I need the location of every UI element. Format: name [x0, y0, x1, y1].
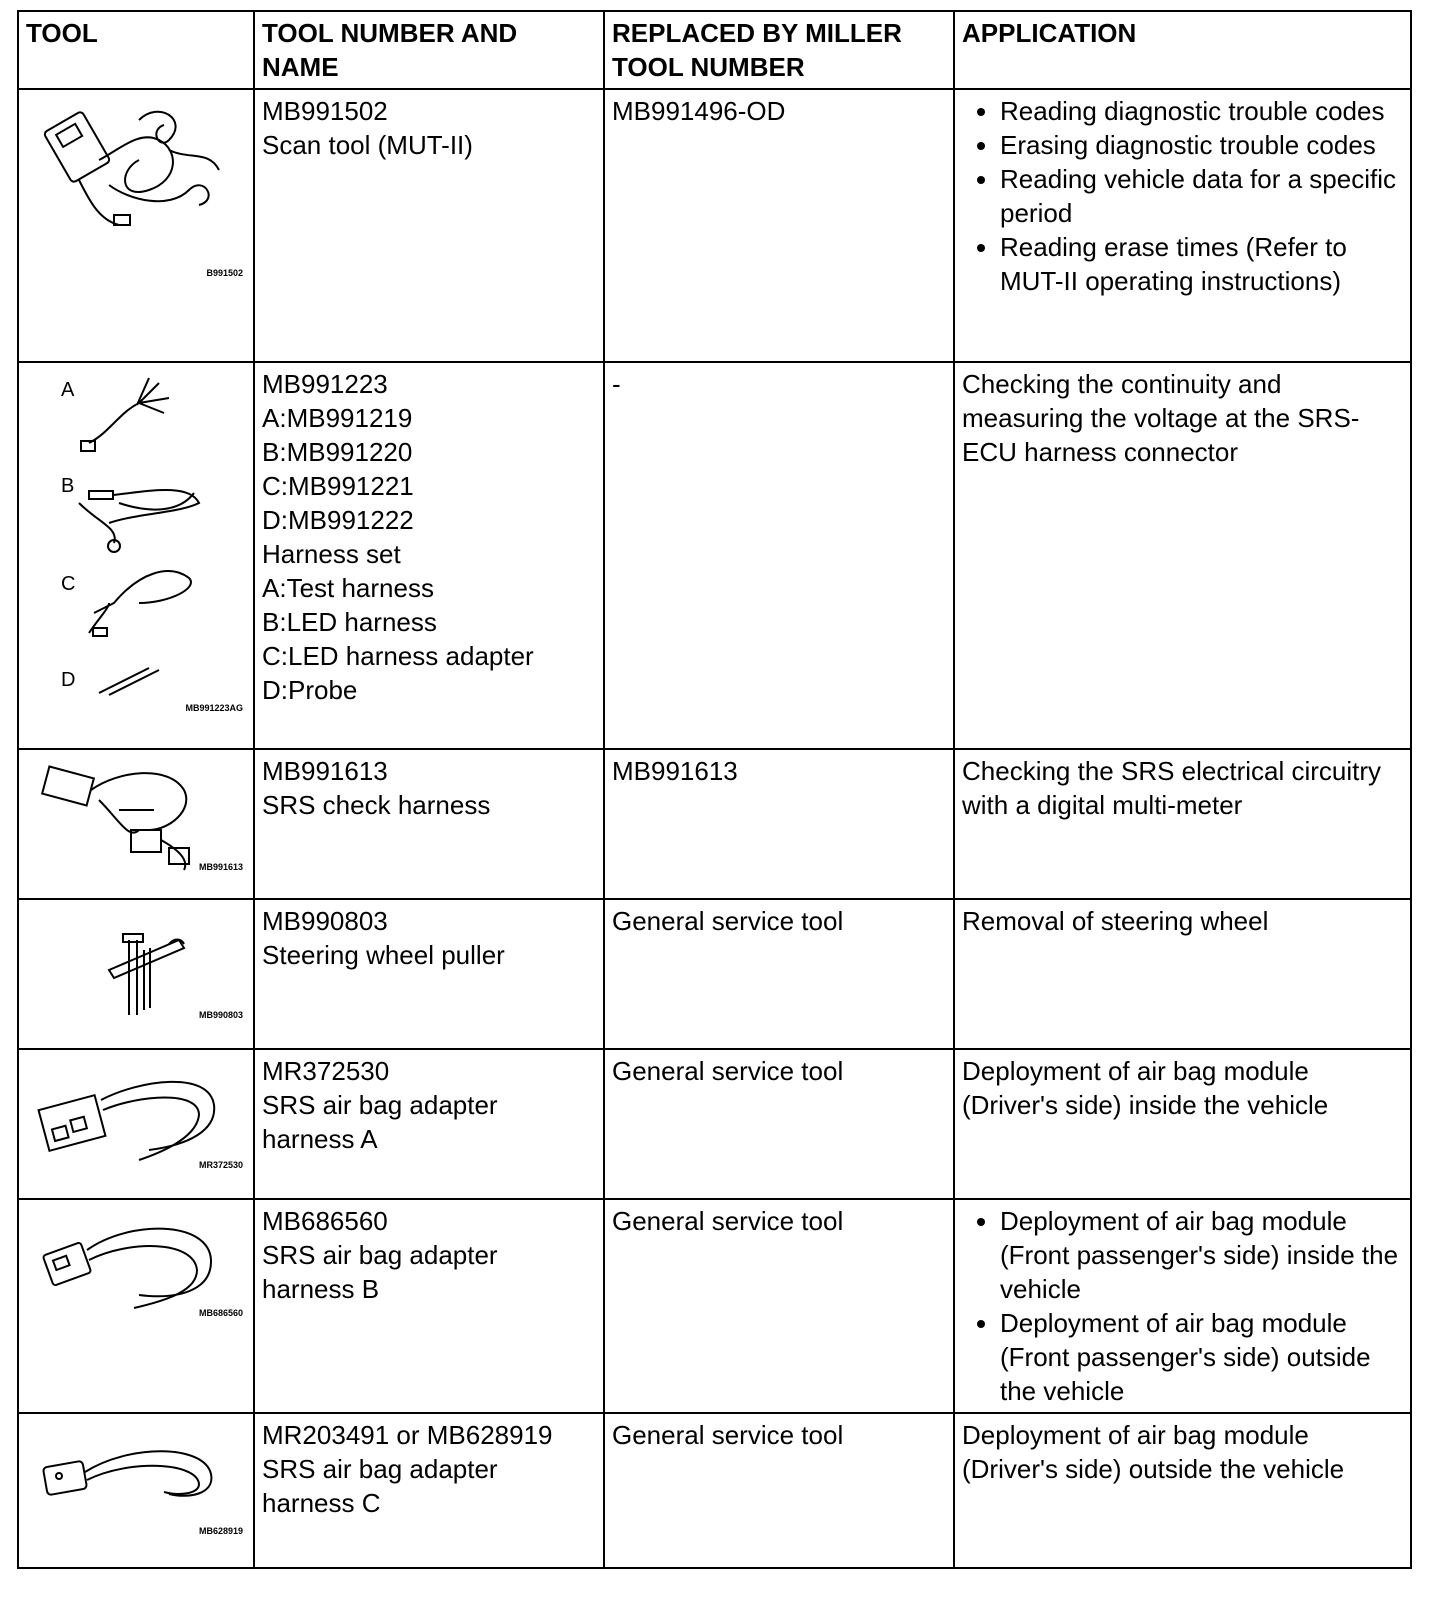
- list-item: • Deployment of air bag module (Front passenger's side) inside the vehicle: [1000, 1204, 1403, 1306]
- tool-number: MR372530: [262, 1056, 390, 1086]
- tool-name: SRS air bag adapter: [262, 1454, 498, 1484]
- header-tool: TOOL: [18, 11, 254, 89]
- adapter-harness-a-illustration: [19, 1050, 255, 1200]
- adapter-harness-b-illustration: [19, 1200, 255, 1405]
- header-row: [18, 11, 1411, 89]
- application-cell: [954, 89, 1411, 362]
- tool-part-name: D:Probe: [262, 675, 358, 705]
- application-cell: Deployment of air bag module (Driver's side) inside the vehicle: [954, 1049, 1411, 1199]
- miller-number-cell: General service tool: [604, 1413, 954, 1568]
- list-item: • Deployment of air bag module (Front passenger's side) outside the vehicle: [1000, 1306, 1403, 1408]
- miller-number-cell: MB991613: [604, 749, 954, 899]
- application-list: [962, 94, 1403, 298]
- miller-number-cell: General service tool: [604, 1199, 954, 1413]
- application-cell: Checking the continuity and measuring the voltage at the SRS-ECU harness connector: [954, 362, 1411, 749]
- tool-image-cell: [18, 1413, 254, 1568]
- tool-part: D:MB991222: [262, 505, 414, 535]
- miller-number-cell: MB991496-OD: [604, 89, 954, 362]
- tool-name-cell: [254, 899, 604, 1049]
- tool-number: MB991223: [262, 369, 388, 399]
- tool-part-name: C:LED harness adapter: [262, 641, 534, 671]
- tool-image-cell: [18, 362, 254, 749]
- application-cell: Deployment of air bag module (Driver's side) outside the vehicle: [954, 1413, 1411, 1568]
- list-item: • Erasing diagnostic trouble codes: [1000, 128, 1403, 162]
- tool-part-name: A:Test harness: [262, 573, 434, 603]
- table-row: [18, 899, 1411, 1049]
- tool-name: Harness set: [262, 539, 401, 569]
- tool-name: harness B: [262, 1274, 380, 1304]
- application-cell: Removal of steering wheel: [954, 899, 1411, 1049]
- list-item: • Reading erase times (Refer to MUT-II operating instructions): [1000, 230, 1403, 298]
- image-label-d: D: [61, 669, 76, 691]
- miller-number-cell: -: [604, 362, 954, 749]
- miller-number-cell: General service tool: [604, 899, 954, 1049]
- tool-name-cell: [254, 1199, 604, 1413]
- image-code: MB686560: [198, 1308, 243, 1318]
- image-code: MB990803: [198, 1010, 243, 1020]
- tool-name-cell: [254, 362, 604, 749]
- header-miller-number: REPLACED BY MILLER TOOL NUMBER: [604, 11, 954, 89]
- adapter-harness-c-illustration: [19, 1414, 255, 1569]
- tool-name: harness C: [262, 1488, 381, 1518]
- miller-number-cell: General service tool: [604, 1049, 954, 1199]
- tool-part-name: B:LED harness: [262, 607, 437, 637]
- application-cell: [954, 1199, 1411, 1413]
- special-tools-table: [17, 10, 1412, 1569]
- application-cell: Checking the SRS electrical circuitry with a digital multi-meter: [954, 749, 1411, 899]
- tool-number: MR203491 or MB628919: [262, 1420, 553, 1450]
- tool-name: SRS air bag adapter: [262, 1090, 498, 1120]
- list-item: • Reading diagnostic trouble codes: [1000, 94, 1403, 128]
- tool-name-cell: [254, 89, 604, 362]
- table-row: [18, 89, 1411, 362]
- image-code: MB991223AG: [185, 703, 243, 713]
- steering-wheel-puller-illustration: [19, 900, 255, 1050]
- tool-name-cell: [254, 749, 604, 899]
- tool-image-cell: [18, 89, 254, 362]
- image-label-a: A: [61, 379, 75, 401]
- srs-check-harness-illustration: [19, 750, 255, 900]
- table-row: [18, 1199, 1411, 1413]
- table-row: [18, 1413, 1411, 1568]
- table-row: [18, 749, 1411, 899]
- tool-image-cell: [18, 1199, 254, 1413]
- tool-number: MB991502: [262, 96, 388, 126]
- tool-image-cell: [18, 899, 254, 1049]
- tool-image-cell: [18, 1049, 254, 1199]
- tool-number: MB991613: [262, 756, 388, 786]
- scan-tool-illustration: [19, 90, 255, 363]
- header-tool-number-name: TOOL NUMBER AND NAME: [254, 11, 604, 89]
- tool-name-cell: [254, 1413, 604, 1568]
- tool-number: MB686560: [262, 1206, 388, 1236]
- tool-name-cell: [254, 1049, 604, 1199]
- image-label-c: C: [61, 573, 76, 595]
- image-label-b: B: [61, 475, 75, 497]
- tool-name: SRS check harness: [262, 790, 491, 820]
- tool-name: SRS air bag adapter: [262, 1240, 498, 1270]
- harness-set-illustration: [19, 363, 255, 750]
- image-code: MB991613: [198, 862, 243, 872]
- tool-name: Scan tool (MUT-II): [262, 130, 473, 160]
- header-application: APPLICATION: [954, 11, 1411, 89]
- list-item: • Reading vehicle data for a specific period: [1000, 162, 1403, 230]
- table-row: [18, 1049, 1411, 1199]
- image-code: MR372530: [198, 1160, 243, 1170]
- tool-number: MB990803: [262, 906, 388, 936]
- image-code: MB628919: [198, 1526, 243, 1536]
- table-row: [18, 362, 1411, 749]
- tool-part: C:MB991221: [262, 471, 414, 501]
- tool-part: A:MB991219: [262, 403, 413, 433]
- image-code: B991502: [206, 268, 243, 278]
- application-list: [962, 1204, 1403, 1408]
- tool-image-cell: [18, 749, 254, 899]
- tool-name: Steering wheel puller: [262, 940, 505, 970]
- tool-part: B:MB991220: [262, 437, 413, 467]
- tool-name: harness A: [262, 1124, 378, 1154]
